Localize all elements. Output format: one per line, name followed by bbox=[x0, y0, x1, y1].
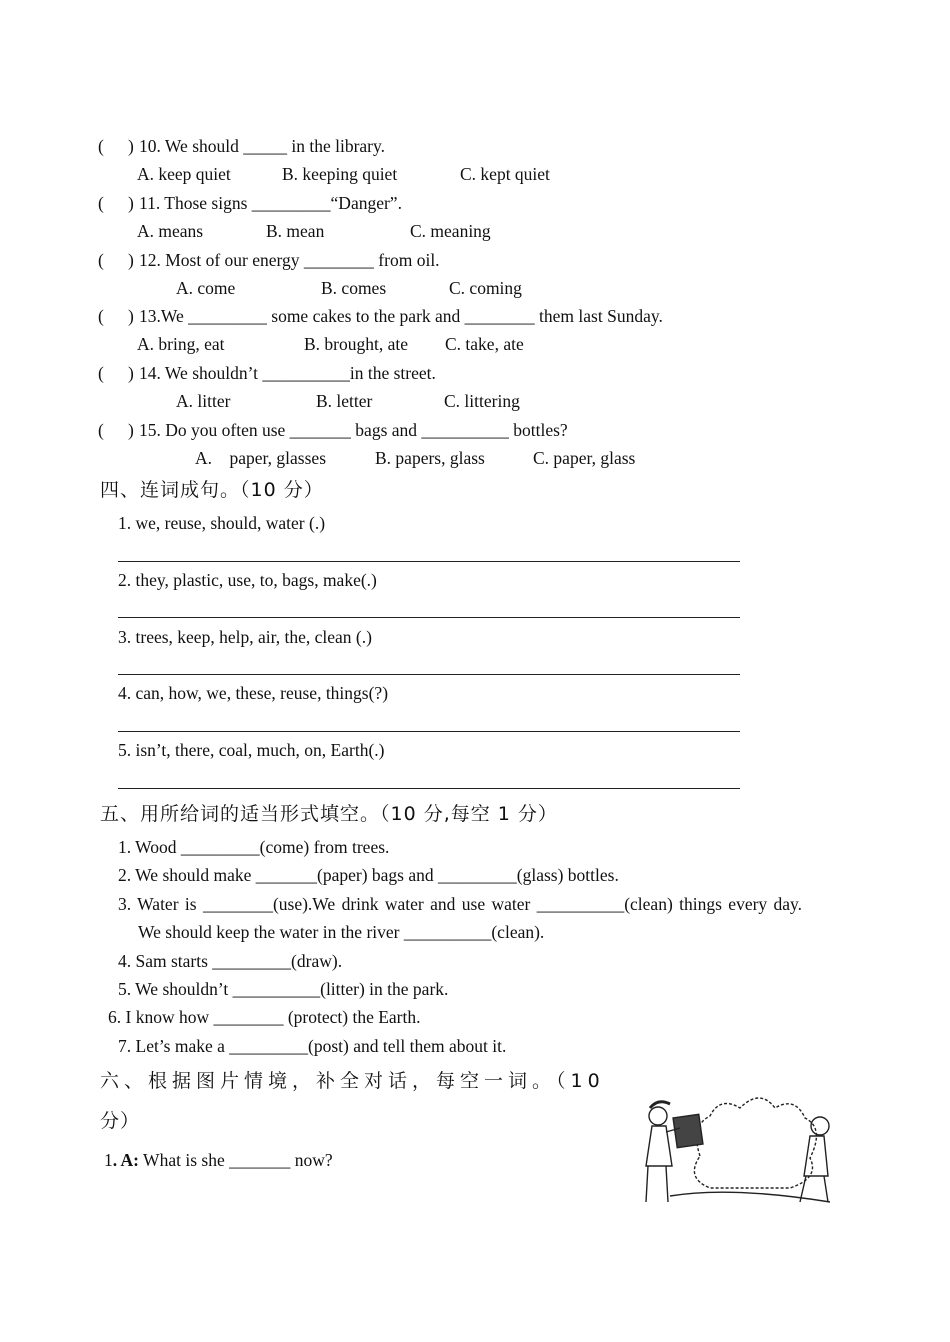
option-a: A. come bbox=[176, 278, 236, 298]
question-text: 14. We shouldn’t __________in the street. bbox=[139, 363, 436, 383]
option-a: A. means bbox=[137, 221, 204, 241]
answer-paren-open[interactable]: ( bbox=[98, 250, 104, 270]
question-text: 12. Most of our energy ________ from oil. bbox=[139, 250, 440, 270]
option-b: B. keeping quiet bbox=[282, 164, 398, 184]
fill-item: 5. We shouldn’t __________(litter) in the park. bbox=[118, 979, 449, 999]
option-c: C. take, ate bbox=[445, 334, 524, 354]
section-5-title: 五、用所给词的适当形式填空。（10 分,每空 1 分） bbox=[100, 803, 558, 825]
reorder-item: 3. trees, keep, help, air, the, clean (.) bbox=[118, 627, 372, 647]
answer-paren-close: ) bbox=[128, 250, 134, 270]
answer-paren-close: ) bbox=[128, 136, 134, 156]
answer-line[interactable] bbox=[118, 788, 740, 789]
option-a: A. bring, eat bbox=[137, 334, 225, 354]
question-text: 10. We should _____ in the library. bbox=[139, 136, 385, 156]
fill-item: 7. Let’s make a _________(post) and tell them about it. bbox=[118, 1036, 507, 1056]
fill-item: 6. I know how ________ (protect) the Earth. bbox=[108, 1007, 421, 1027]
fill-item: 1. Wood _________(come) from trees. bbox=[118, 837, 390, 857]
option-a: A. paper, glasses bbox=[195, 448, 327, 468]
fill-item: 4. Sam starts _________(draw). bbox=[118, 951, 343, 971]
option-c: C. paper, glass bbox=[533, 448, 636, 468]
option-a: A. litter bbox=[176, 391, 231, 411]
question-text: 15. Do you often use _______ bags and __________ bottles? bbox=[139, 420, 568, 440]
answer-line[interactable] bbox=[118, 731, 740, 732]
answer-paren-open[interactable]: ( bbox=[98, 136, 104, 156]
answer-paren-close: ) bbox=[128, 420, 134, 440]
fill-item: 2. We should make _______(paper) bags and _________(glass) bottles. bbox=[118, 865, 619, 885]
fill-item: We should keep the water in the river __________(clean). bbox=[138, 922, 545, 942]
answer-paren-open[interactable]: ( bbox=[98, 363, 104, 383]
section-4-title: 四、连词成句。（10 分） bbox=[100, 479, 324, 501]
answer-paren-close: ) bbox=[128, 363, 134, 383]
answer-line[interactable] bbox=[118, 561, 740, 562]
reorder-item: 2. they, plastic, use, to, bags, make(.) bbox=[118, 570, 377, 590]
option-b: B. letter bbox=[316, 391, 373, 411]
speaker-label: . A: bbox=[112, 1150, 139, 1170]
reorder-item: 5. isn’t, there, coal, much, on, Earth(.) bbox=[118, 740, 385, 760]
option-c: C. kept quiet bbox=[460, 164, 550, 184]
reorder-item: 1. we, reuse, should, water (.) bbox=[118, 513, 326, 533]
answer-paren-close: ) bbox=[128, 306, 134, 326]
option-b: B. mean bbox=[266, 221, 325, 241]
section-6-title: 六、根据图片情境，补全对话，每空一词。（10 bbox=[100, 1070, 605, 1092]
illustration-girl-spraying-man bbox=[630, 1096, 848, 1208]
answer-line[interactable] bbox=[118, 674, 740, 675]
question-text: 13.We _________ some cakes to the park and ________ them last Sunday. bbox=[139, 306, 663, 326]
option-c: C. coming bbox=[449, 278, 522, 298]
option-b: B. brought, ate bbox=[304, 334, 409, 354]
fill-item: 3. Water is ________(use).We drink water and use water __________(clean) things every day. bbox=[118, 894, 803, 914]
question-number: 1 bbox=[104, 1150, 113, 1170]
reorder-item: 4. can, how, we, these, reuse, things(?) bbox=[118, 683, 389, 703]
answer-paren-open[interactable]: ( bbox=[98, 420, 104, 440]
answer-paren-close: ) bbox=[128, 193, 134, 213]
option-c: C. meaning bbox=[410, 221, 491, 241]
option-a: A. keep quiet bbox=[137, 164, 231, 184]
option-b: B. papers, glass bbox=[375, 448, 485, 468]
answer-paren-open[interactable]: ( bbox=[98, 193, 104, 213]
answer-line[interactable] bbox=[118, 617, 740, 618]
answer-paren-open[interactable]: ( bbox=[98, 306, 104, 326]
option-c: C. littering bbox=[444, 391, 520, 411]
option-b: B. comes bbox=[321, 278, 387, 298]
question-text: What is she _______ now? bbox=[139, 1150, 333, 1170]
section-6-title-cont: 分） bbox=[100, 1110, 141, 1132]
dialogue-question bbox=[104, 1150, 333, 1170]
question-text: 11. Those signs _________“Danger”. bbox=[139, 193, 402, 213]
